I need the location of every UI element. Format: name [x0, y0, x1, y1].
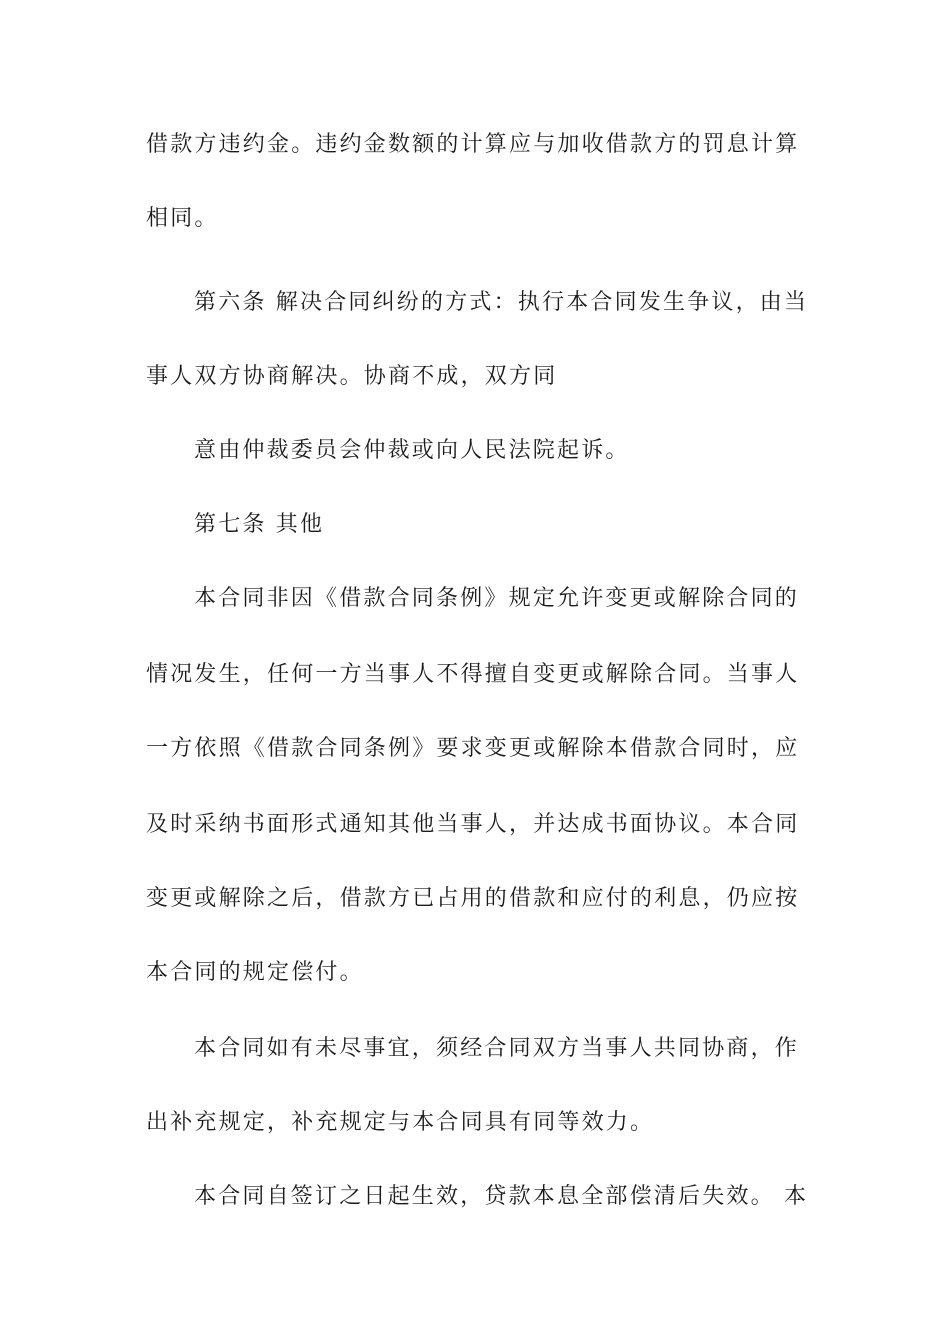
paragraph-line-1: 借款方违约金。违约金数额的计算应与加收借款方的罚息计算 [146, 132, 800, 157]
article-6-line-2: 事人双方协商解决。协商不成，双方同 [146, 364, 558, 389]
article-7-para-1-line-6: 本合同的规定偿付。 [146, 960, 364, 985]
article-7-para-2-line-2: 出补充规定，补充规定与本合同具有同等效力。 [146, 1110, 655, 1135]
article-7-heading: 第七条 其他 [194, 512, 325, 537]
article-7-para-2-line-1: 本合同如有未尽事宜，须经合同双方当事人共同协商，作 [194, 1036, 800, 1061]
article-6-line-3: 意由仲裁委员会仲裁或向人民法院起诉。 [194, 438, 630, 463]
article-7-para-1-line-2: 情况发生，任何一方当事人不得擅自变更或解除合同。当事人 [146, 662, 800, 687]
article-6-line-1: 第六条 解决合同纠纷的方式：执行本合同发生争议，由当 [194, 290, 809, 315]
article-7-para-3-line-1: 本合同自签订之日起生效，贷款本息全部偿清后失效。 本 [194, 1184, 809, 1209]
paragraph-line-2: 相同。 [146, 206, 219, 231]
article-7-para-1-line-1: 本合同非因《借款合同条例》规定允许变更或解除合同的 [194, 586, 800, 611]
article-7-para-1-line-3: 一方依照《借款合同条例》要求变更或解除本借款合同时，应 [146, 736, 800, 761]
article-7-para-1-line-5: 变更或解除之后，借款方已占用的借款和应付的利息，仍应按 [146, 886, 800, 911]
article-7-para-1-line-4: 及时采纳书面形式通知其他当事人，并达成书面协议。本合同 [146, 812, 800, 837]
